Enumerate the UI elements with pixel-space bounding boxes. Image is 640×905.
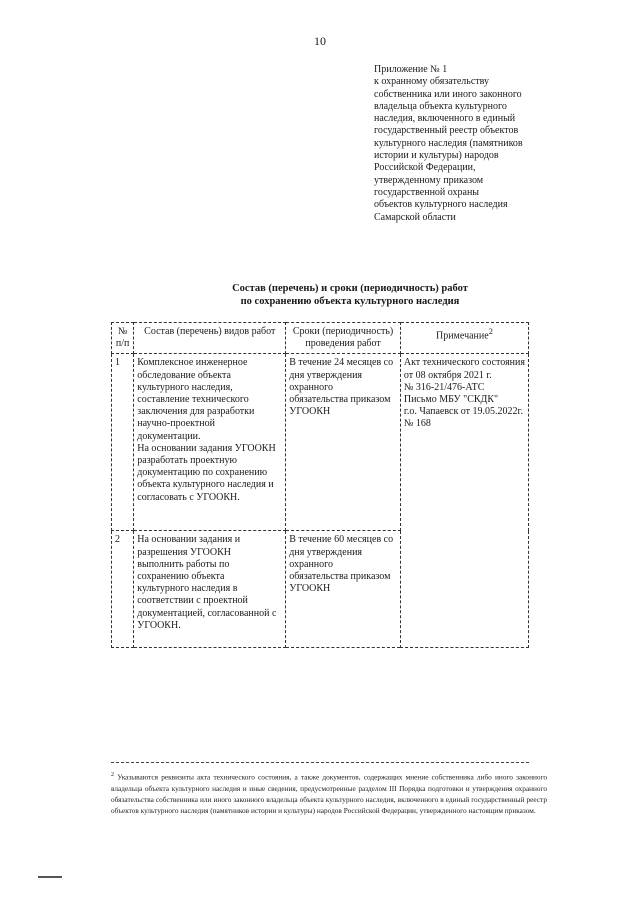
footnote [111, 770, 547, 816]
table-header-row [112, 323, 529, 354]
appendix-line: собственника или иного законного [374, 88, 522, 100]
cell-line: документации. [137, 430, 201, 442]
cell-line: На основании задания и [137, 534, 241, 546]
cell-line: обязательства приказом [289, 394, 391, 406]
table-row [112, 354, 529, 531]
cell-line: В течение 24 месяцев со [289, 357, 394, 369]
row-composition [134, 354, 286, 531]
appendix-line: культурного наследия (памятников [374, 137, 523, 149]
document-title [120, 282, 580, 308]
appendix-line: истории и культуры) народов [374, 150, 499, 162]
cell-line: № 168 [403, 418, 431, 430]
appendix-line: Приложение № 1 [374, 64, 448, 75]
appendix-line: государственный реестр объектов [374, 125, 519, 137]
cell-line: документацией, согласованной с [137, 607, 277, 619]
appendix-line: к охранному обязательству [374, 76, 490, 88]
appendix-block [374, 64, 574, 224]
header-composition: Состав (перечень) видов работ [134, 323, 286, 354]
cell-line: УГООКН [289, 583, 331, 595]
header-num: № п/п [112, 323, 134, 354]
row-terms [286, 531, 401, 648]
cell-line: дня утверждения [289, 369, 363, 381]
cell-line: дня утверждения [289, 546, 363, 558]
cell-line: объекта культурного наследия и [137, 479, 274, 491]
appendix-line: утвержденному приказом [374, 174, 484, 186]
cell-line: В течение 60 месяцев со [289, 534, 394, 546]
cell-line: обследование объекта [137, 369, 231, 381]
footnote-text: Указываются реквизиты акта технического состояния, а также документов, содержащих мнение собственника либо иного законного владельца объекта культурного наследия и иные сведения, предусмотренные разделом III Порядка подготовки и утверждения охранного обязательства собственника или иного законного владельца объекта культурного наследия, включенного в единый государственный реестр объектов культурного наследия (памятников истории и культуры) народов Российской Федерации, утвержденного настоящим приказом. [111, 772, 547, 816]
cell-line: разработать проектную [137, 455, 237, 467]
appendix-line: Самарской области [374, 211, 456, 223]
footnote-divider [111, 762, 529, 763]
cell-line: заключения для разработки [137, 406, 255, 418]
header-note [400, 323, 528, 354]
cell-line: Акт технического состояния [403, 357, 525, 369]
appendix-line: наследия, включенного в единый [374, 113, 516, 125]
page-number: 10 [314, 34, 326, 48]
appendix-line: владельца объекта культурного [374, 100, 507, 112]
cell-line: УГООКН. [137, 619, 181, 631]
cell-line: разрешения УГООКН [137, 546, 231, 558]
row-composition [134, 531, 286, 648]
header-note-label: Примечание [435, 330, 489, 342]
cell-line: охранного [289, 381, 334, 393]
cell-line: согласовать с УГООКН. [137, 491, 240, 503]
cell-line: культурного наследия в [137, 583, 238, 595]
row-note [400, 354, 528, 648]
works-table [111, 322, 529, 648]
footnote-marker: 2 [111, 772, 114, 778]
cell-line: соответствии с проектной [137, 595, 248, 607]
cell-line: № 316-21/476-АТС [403, 381, 485, 393]
row-num: 2 [112, 531, 134, 648]
cell-line: составление технического [137, 394, 249, 406]
cell-line: охранного [289, 558, 334, 570]
cell-line: документацию по сохранению [137, 467, 268, 479]
appendix-line: государственной охраны [374, 186, 480, 198]
header-terms: Сроки (периодичность) проведения работ [286, 323, 401, 354]
cell-line: обязательства приказом [289, 571, 391, 583]
title-line-1: Состав (перечень) и сроки (периодичность) работ [232, 283, 468, 294]
appendix-line: объектов культурного наследия [374, 199, 508, 211]
title-line-2: по сохранению объекта культурного наследия [240, 296, 460, 307]
cell-line: На основании задания УГООКН [137, 442, 276, 454]
cell-line: Письмо МБУ "СКДК" [403, 394, 499, 406]
cell-line: выполнить работы по [137, 558, 230, 570]
appendix-line: Российской Федерации, [374, 162, 476, 174]
cell-line: УГООКН [289, 406, 331, 418]
cell-line: научно-проектной [137, 418, 215, 430]
cell-line: культурного наследия, [137, 381, 233, 393]
row-terms [286, 354, 401, 531]
row-num: 1 [112, 354, 134, 531]
footnote-ref: 2 [488, 327, 493, 336]
cell-line: от 08 октября 2021 г. [403, 369, 492, 381]
cell-line: г.о. Чапаевск от 19.05.2022г. [403, 406, 524, 418]
cell-line: Комплексное инженерное [137, 357, 248, 369]
cell-line: сохранению объекта [137, 571, 225, 583]
corner-mark [38, 876, 62, 878]
